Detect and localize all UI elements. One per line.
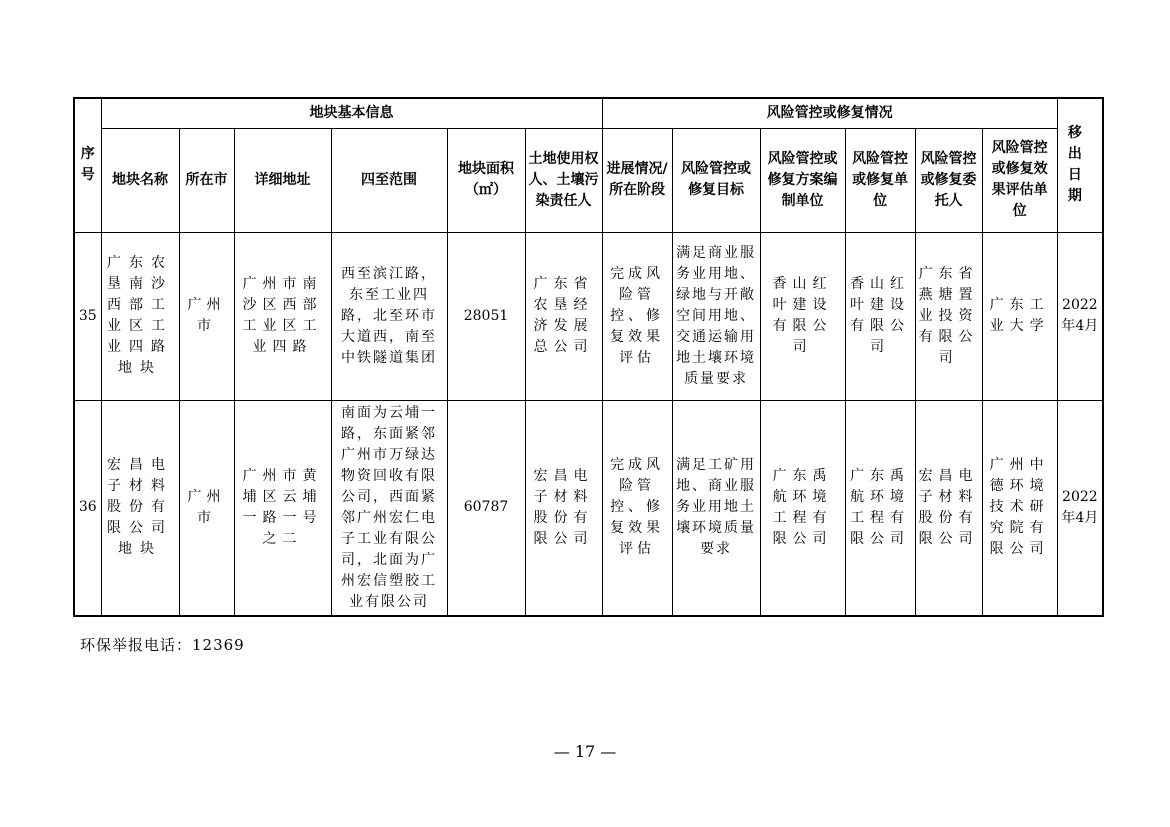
cell-land-user: 宏昌电子材料股份有限公司 xyxy=(525,400,602,616)
group-header-risk-info: 风险管控或修复情况 xyxy=(602,98,1057,128)
cell-serial: 35 xyxy=(74,232,101,400)
cell-land-user: 广东省农垦经济发展总公司 xyxy=(525,232,602,400)
cell-target: 满足工矿用地、商业服务业用地土壤环境质量要求 xyxy=(672,400,760,616)
group-header-basic-info: 地块基本信息 xyxy=(101,98,602,128)
cell-repair-unit: 广东禹航环境工程有限公司 xyxy=(845,400,915,616)
col-header-progress: 进展情况/所在阶段 xyxy=(602,128,672,232)
cell-removal-date: 2022年4月 xyxy=(1057,232,1103,400)
cell-area: 28051 xyxy=(447,232,525,400)
cell-removal-date: 2022年4月 xyxy=(1057,400,1103,616)
report-hotline-note: 环保举报电话：12369 xyxy=(80,636,245,654)
col-header-land-user: 土地使用权人、土壤污染责任人 xyxy=(525,128,602,232)
cell-plan-unit: 香山红叶建设有限公司 xyxy=(760,232,845,400)
cell-client: 广东省燕塘置业投资有限公司 xyxy=(915,232,982,400)
cell-address: 广州市黄埔区云埔一路一号之二 xyxy=(234,400,331,616)
cell-city: 广州市 xyxy=(179,400,234,616)
col-header-city: 所在市 xyxy=(179,128,234,232)
cell-serial: 36 xyxy=(74,400,101,616)
cell-plan-unit: 广东禹航环境工程有限公司 xyxy=(760,400,845,616)
col-header-plan-unit: 风险管控或修复方案编制单位 xyxy=(760,128,845,232)
table-group-header-row xyxy=(74,98,1103,128)
cell-target: 满足商业服务业用地、绿地与开敞空间用地、交通运输用地土壤环境质量要求 xyxy=(672,232,760,400)
cell-address: 广州市南沙区西部工业区工业四路 xyxy=(234,232,331,400)
cell-parcel-name: 广东农垦南沙西部工业区工业四路地块 xyxy=(101,232,179,400)
page-number: — 17 — xyxy=(553,742,617,761)
col-header-removal-date: 移出日期 xyxy=(1057,98,1103,232)
col-header-parcel-name: 地块名称 xyxy=(101,128,179,232)
parcels-table xyxy=(73,97,1104,617)
col-header-assess-unit: 风险管控或修复效果评估单位 xyxy=(982,128,1057,232)
cell-boundary: 西至滨江路，东至工业四路，北至环市大道西，南至中铁隧道集团 xyxy=(331,232,447,400)
table-row xyxy=(74,232,1103,400)
cell-progress: 完成风险管控、修复效果评估 xyxy=(602,400,672,616)
cell-progress: 完成风险管控、修复效果评估 xyxy=(602,232,672,400)
cell-area: 60787 xyxy=(447,400,525,616)
col-header-repair-unit: 风险管控或修复单位 xyxy=(845,128,915,232)
col-header-boundary: 四至范围 xyxy=(331,128,447,232)
table-header-row xyxy=(74,128,1103,232)
col-header-area: 地块面积（㎡） xyxy=(447,128,525,232)
cell-assess-unit: 广州中德环境技术研究院有限公司 xyxy=(982,400,1057,616)
col-header-target: 风险管控或修复目标 xyxy=(672,128,760,232)
cell-assess-unit: 广东工业大学 xyxy=(982,232,1057,400)
col-header-client: 风险管控或修复委托人 xyxy=(915,128,982,232)
table-row xyxy=(74,400,1103,616)
col-header-serial: 序号 xyxy=(74,98,101,232)
cell-city: 广州市 xyxy=(179,232,234,400)
cell-boundary: 南面为云埔一路，东面紧邻广州市万绿达物资回收有限公司，西面紧邻广州宏仁电子工业有限公司，北面为广州宏信塑胶工业有限公司 xyxy=(331,400,447,616)
col-header-address: 详细地址 xyxy=(234,128,331,232)
cell-parcel-name: 宏昌电子材料股份有限公司地块 xyxy=(101,400,179,616)
cell-client: 宏昌电子材料股份有限公司 xyxy=(915,400,982,616)
cell-repair-unit: 香山红叶建设有限公司 xyxy=(845,232,915,400)
